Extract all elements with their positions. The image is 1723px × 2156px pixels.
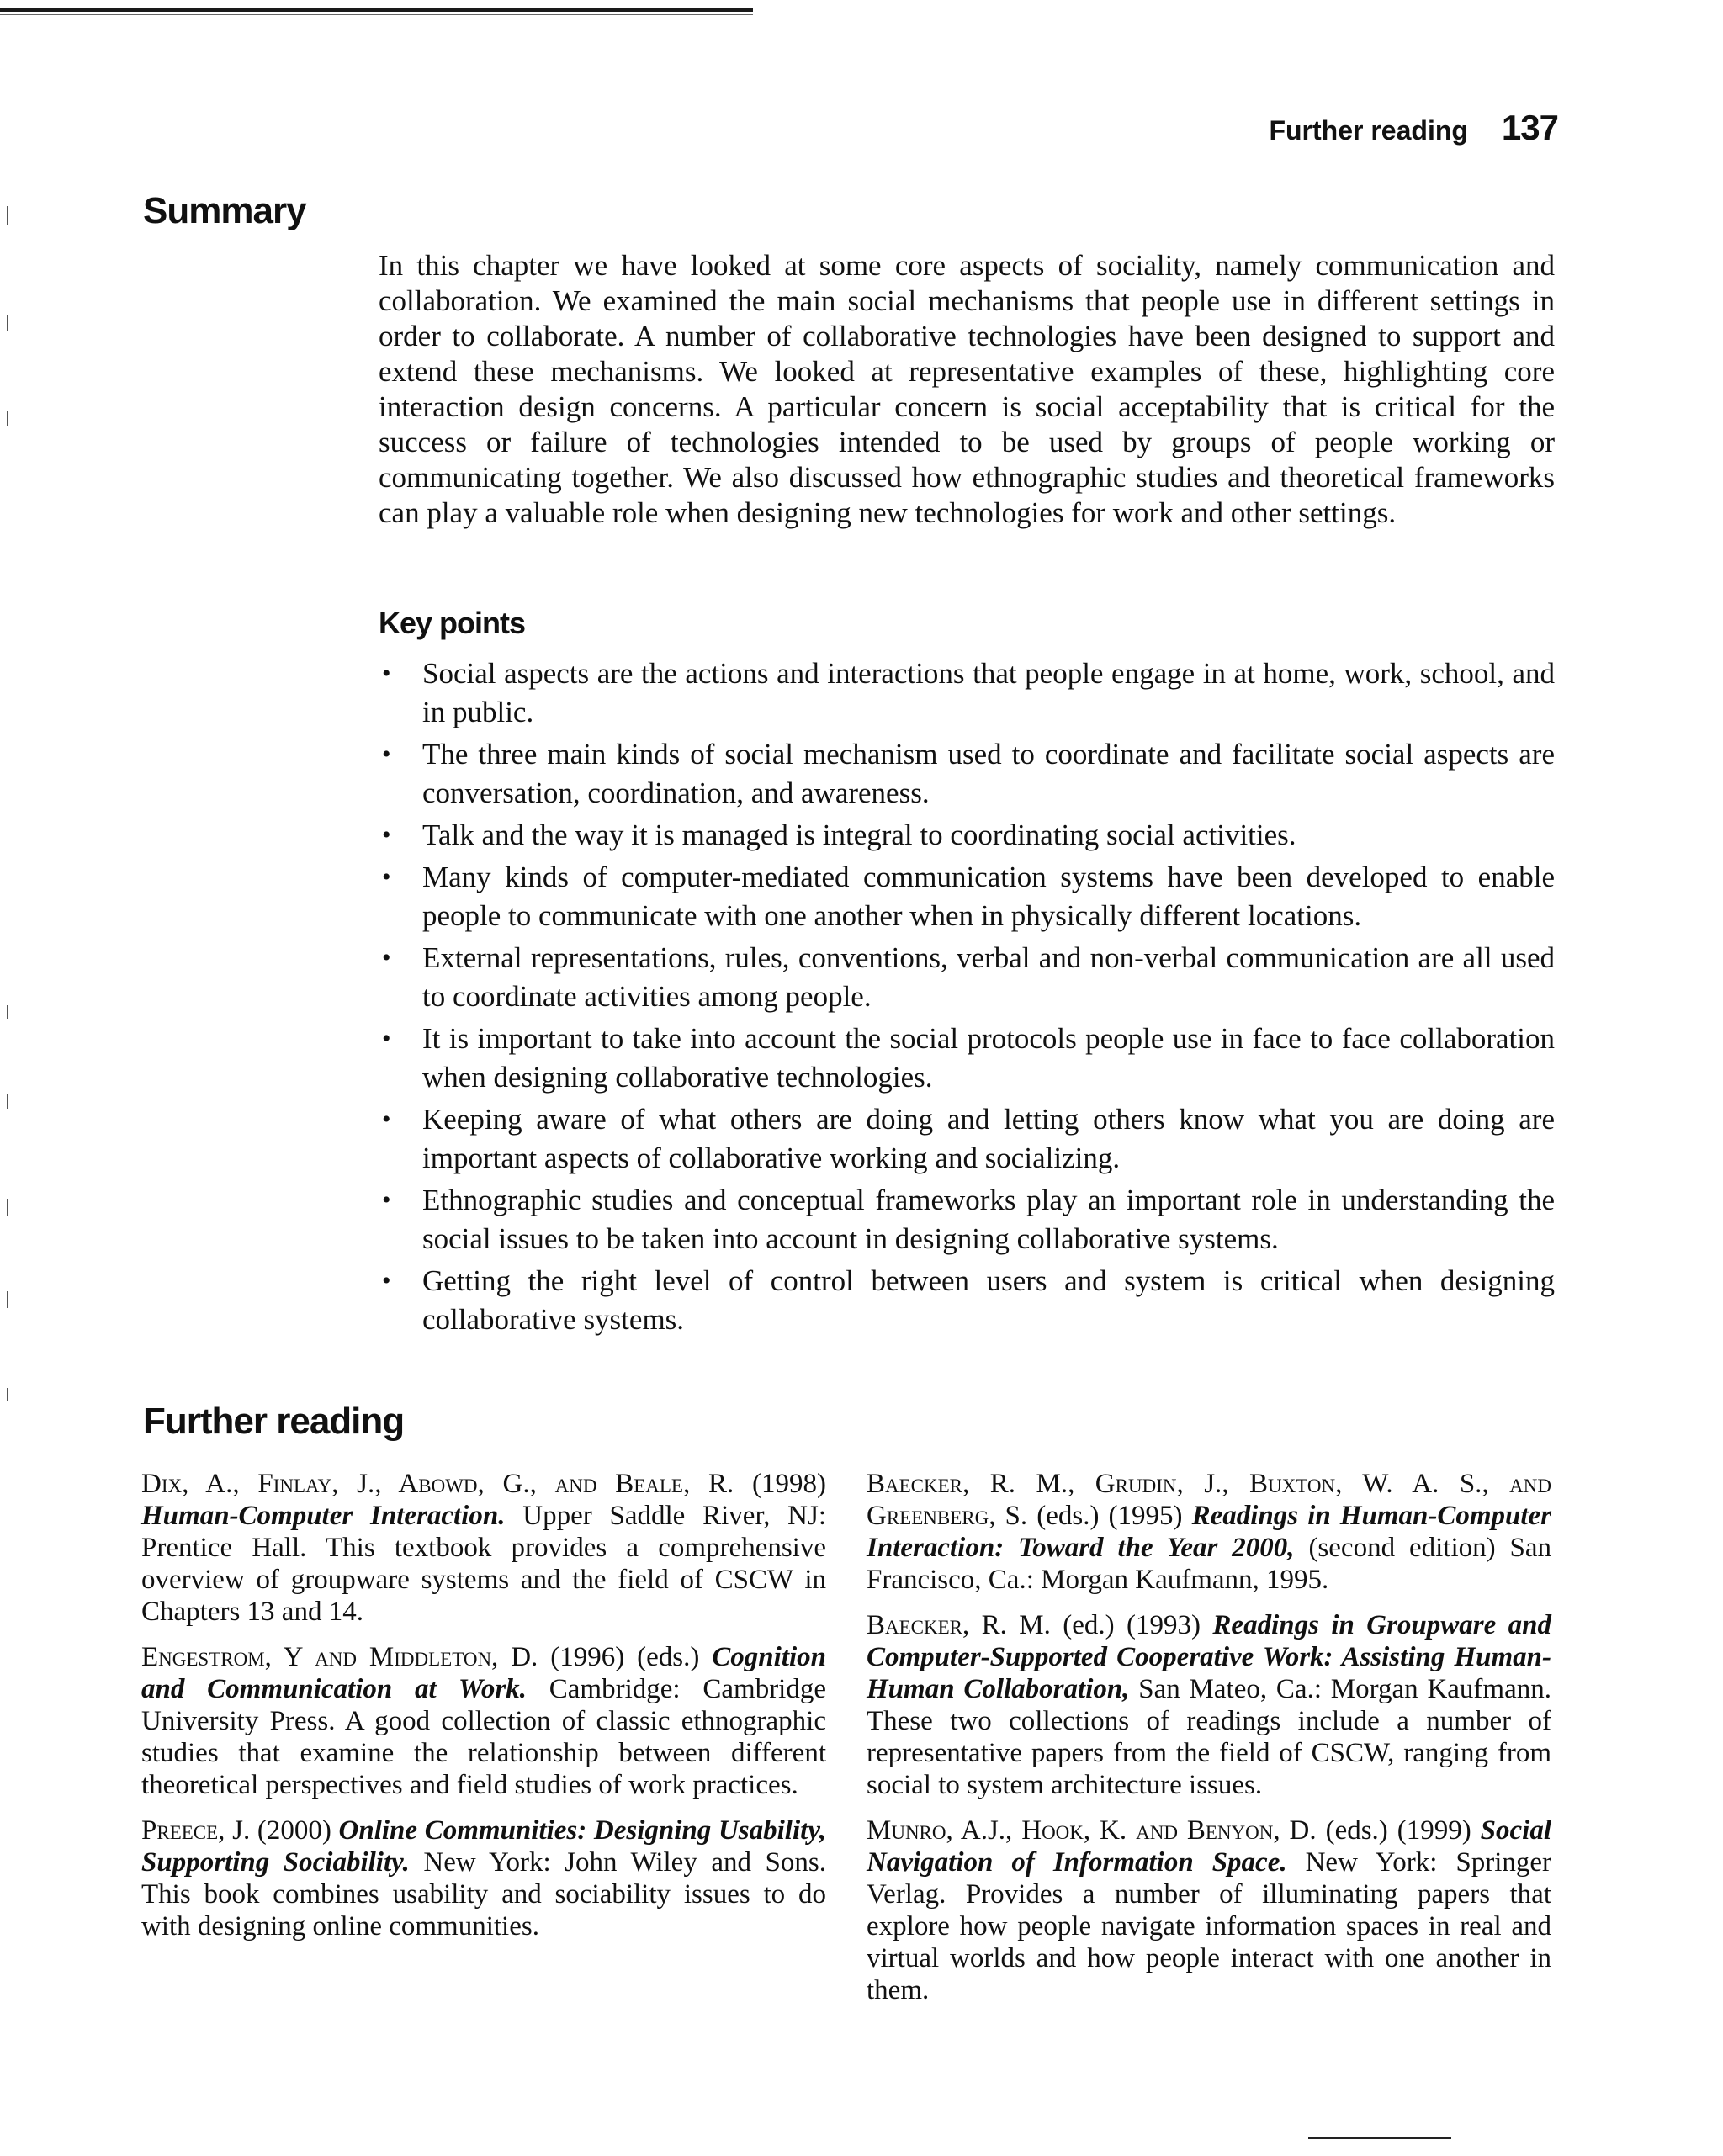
key-point-item <box>379 1020 1555 1097</box>
margin-mark <box>7 1094 8 1109</box>
key-point-text: Keeping aware of what others are doing and letting others know what you are doing are important aspects of collaborative working and socializing. <box>422 1103 1555 1174</box>
reference-title: Online Communities: Designing Usability, Supporting Sociability. <box>141 1815 826 1878</box>
key-point-item <box>379 1181 1555 1258</box>
running-head <box>1269 108 1558 148</box>
key-point-item <box>379 1100 1555 1178</box>
further-reading-right-column <box>867 1468 1551 2020</box>
reference-entry <box>141 1468 826 1628</box>
key-point-text: The three main kinds of social mechanism used to coordinate and facilitate social aspects are conversation, coordination, and awareness. <box>422 738 1555 809</box>
reference-year: (ed.) (1993) <box>1063 1610 1201 1640</box>
reference-description: New York: John Wiley and Sons. This book combines usability and sociability issues to do with designing online communities. <box>141 1847 827 1941</box>
margin-mark <box>7 1388 8 1401</box>
reference-year: (eds.) (1999) <box>1325 1815 1471 1846</box>
margin-mark <box>7 1199 8 1216</box>
key-point-text: Many kinds of computer-mediated communication systems have been developed to enable people to communicate with one another when in physically different locations. <box>422 861 1555 932</box>
key-point-text: Talk and the way it is managed is integral to coordinating social activities. <box>422 818 1296 851</box>
margin-mark <box>7 206 8 225</box>
bullet-icon: • <box>382 1267 391 1295</box>
bullet-icon: • <box>382 660 391 687</box>
key-point-item <box>379 858 1555 935</box>
reference-entry <box>141 1641 826 1801</box>
key-point-item <box>379 816 1555 855</box>
reference-authors: Preece, J. <box>141 1815 251 1846</box>
reference-entry <box>867 1814 1551 2006</box>
further-reading-left-column <box>141 1468 826 1956</box>
bullet-icon: • <box>382 1105 391 1133</box>
page-number: 137 <box>1501 108 1558 147</box>
reference-title: Readings in Groupware and Computer-Supported Cooperative Work: Assisting Human-Human Collaboration, <box>867 1610 1551 1704</box>
summary-heading: Summary <box>143 190 306 231</box>
summary-paragraph: In this chapter we have looked at some core aspects of sociality, namely communication and collaboration. We examined the main social mechanisms that people use in different settings in order to collaborate. A number of collaborative technologies have been designed to support and extend these mechanisms. We looked at representative examples of these, highlighting core interaction design concerns. A particular concern is social acceptability that is critical for the success or failure of technologies intended to be used by groups of people working or communicating together. We also discussed how ethnographic studies and theoretical frameworks can play a valuable role when designing new technologies for work and other settings. <box>379 249 1555 529</box>
margin-marks <box>7 0 15 2156</box>
reference-year: (eds.) (1995) <box>1036 1501 1183 1531</box>
margin-mark <box>7 1291 8 1308</box>
key-points-list <box>379 654 1555 1343</box>
margin-mark <box>7 1005 8 1019</box>
reference-title: Cognition and Communication at Work. <box>141 1642 827 1704</box>
bullet-icon: • <box>382 944 391 972</box>
key-point-item <box>379 735 1555 813</box>
reference-description: New York: Springer Verlag. Provides a number of illuminating papers that explore how people navigate information spaces in real and virtual worlds and how people interact with one another in them. <box>867 1847 1552 2005</box>
reference-title: Human-Computer Interaction. <box>141 1501 506 1531</box>
margin-mark <box>7 411 8 426</box>
top-rule <box>0 8 753 12</box>
reference-entry <box>867 1609 1551 1801</box>
key-points-heading: Key points <box>379 606 526 640</box>
key-point-text: Social aspects are the actions and interactions that people engage in at home, work, school, and in public. <box>422 657 1555 728</box>
key-point-text: Getting the right level of control between users and system is critical when designing collaborative systems. <box>422 1264 1555 1336</box>
bullet-icon: • <box>382 1025 391 1052</box>
key-point-text: Ethnographic studies and conceptual frameworks play an important role in understanding the social issues to be taken into account in designing collaborative systems. <box>422 1184 1555 1255</box>
reference-year: (1998) <box>752 1469 826 1499</box>
reference-year: (1996) (eds.) <box>550 1642 700 1672</box>
key-point-item <box>379 1262 1555 1339</box>
further-reading-heading: Further reading <box>143 1401 405 1442</box>
reference-authors: Baecker, R. M., Grudin, J., Buxton, W. A. S., and Greenberg, S. <box>867 1469 1551 1531</box>
key-point-text: It is important to take into account the social protocols people use in face to face collaboration when designing collaborative technologies. <box>422 1022 1555 1094</box>
margin-mark <box>7 315 8 331</box>
bullet-icon: • <box>382 863 391 891</box>
reference-description: (second edition) San Francisco, Ca.: Morgan Kaufmann, 1995. <box>867 1533 1551 1595</box>
reference-title: Readings in Human-Computer Interaction: Toward the Year 2000, <box>867 1501 1552 1563</box>
reference-year: (2000) <box>257 1815 331 1846</box>
reference-description: Upper Saddle River, NJ: Prentice Hall. This textbook provides a comprehensive overview of groupware systems and the field of CSCW in Chapters 13 and 14. <box>141 1501 826 1627</box>
reference-entry <box>867 1468 1551 1596</box>
reference-authors: Dix, A., Finlay, J., Abowd, G., and Beale, R. <box>141 1469 734 1499</box>
bullet-icon: • <box>382 740 391 768</box>
key-point-item <box>379 939 1555 1016</box>
running-head-title: Further reading <box>1269 115 1468 146</box>
reference-entry <box>141 1814 826 1942</box>
reference-title: Social Navigation of Information Space. <box>867 1815 1551 1878</box>
bullet-icon: • <box>382 1186 391 1214</box>
bottom-rule <box>1308 2137 1451 2139</box>
reference-authors: Baecker, R. M. <box>867 1610 1051 1640</box>
key-point-text: External representations, rules, conventions, verbal and non-verbal communication are all used to coordinate activities among people. <box>422 941 1555 1013</box>
reference-authors: Engestrom, Y and Middleton, D. <box>141 1642 538 1672</box>
reference-description: San Mateo, Ca.: Morgan Kaufmann. These two collections of readings include a number of representative papers from the field of CSCW, ranging from social to system architecture issues. <box>867 1674 1551 1800</box>
bullet-icon: • <box>382 821 391 849</box>
top-rule-thin <box>0 14 753 15</box>
key-point-item <box>379 654 1555 732</box>
reference-authors: Munro, A.J., Hook, K. and Benyon, D. <box>867 1815 1317 1846</box>
reference-description: Cambridge: Cambridge University Press. A good collection of classic ethnographic studies that examine the relationship between different theoretical perspectives and field studies of work practices. <box>141 1674 826 1800</box>
